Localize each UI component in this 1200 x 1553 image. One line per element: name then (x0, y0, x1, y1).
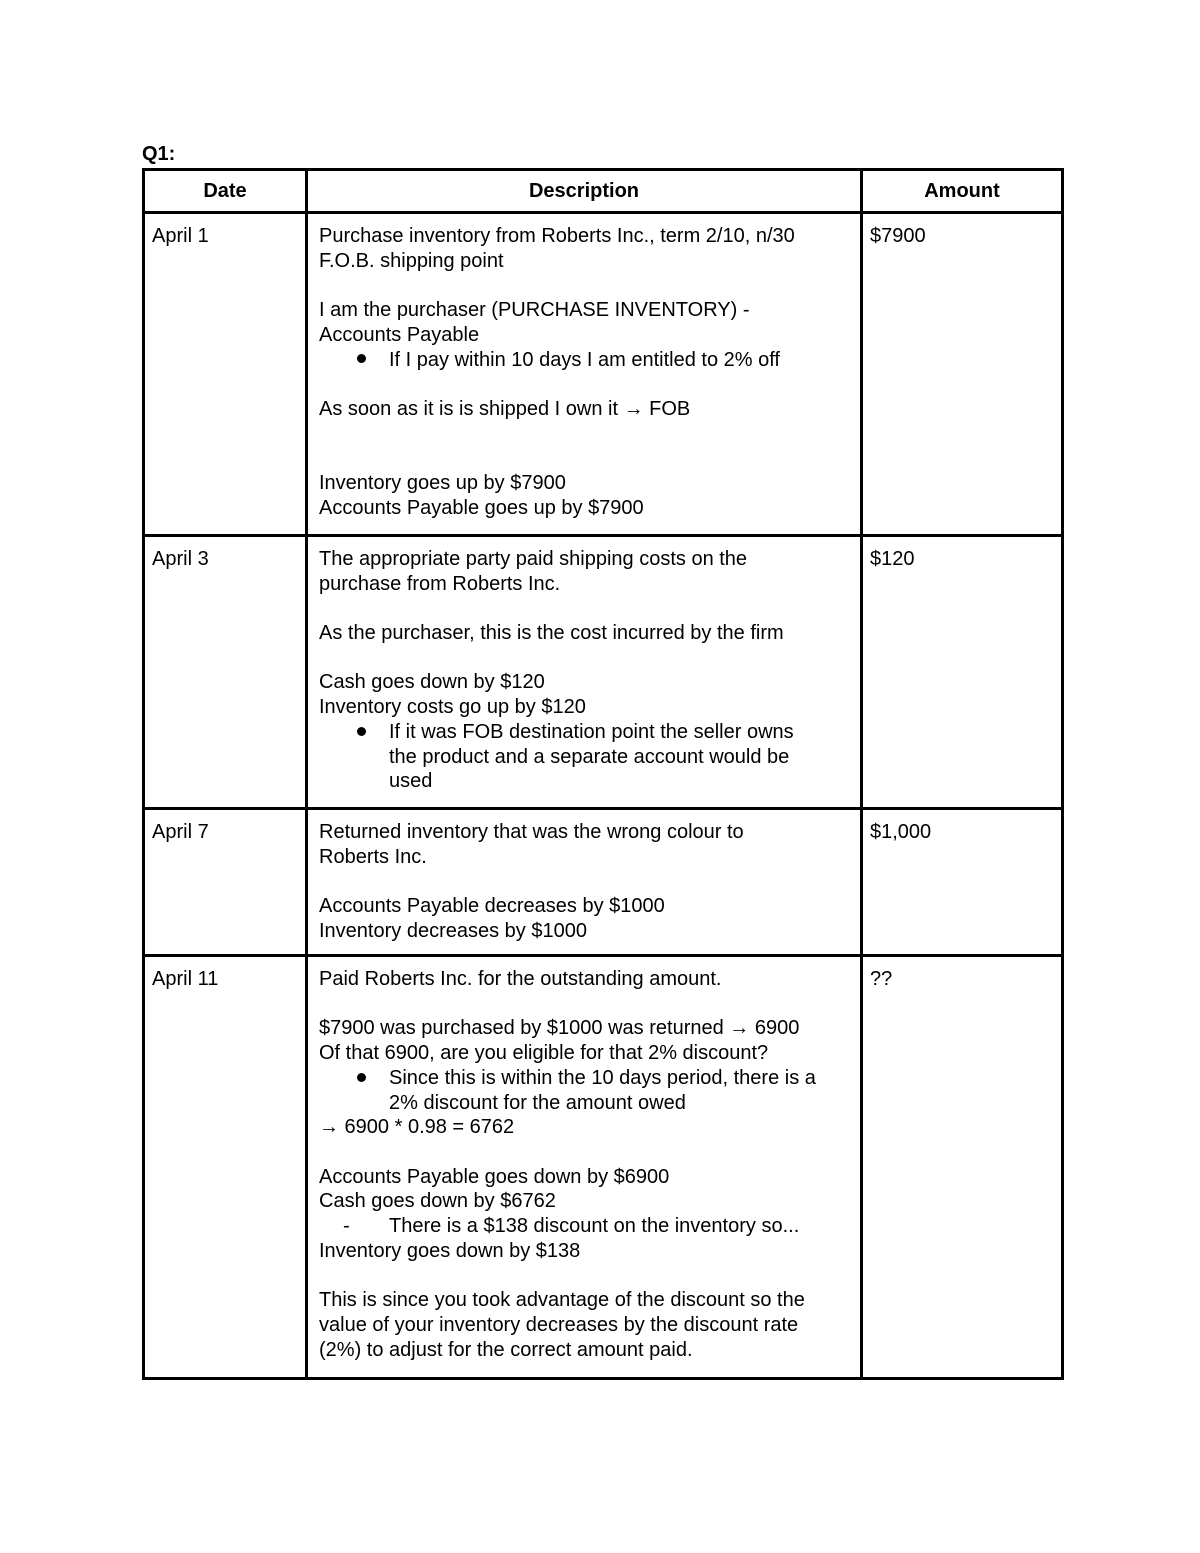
bullet-text: 2% discount for the amount owed (389, 1091, 686, 1114)
blank-line (319, 1140, 852, 1165)
description-cell (307, 213, 862, 536)
bullet-item (319, 1066, 852, 1115)
amount-cell: $7900 (862, 213, 1063, 536)
blank-line (319, 869, 852, 894)
description-line: I am the purchaser (PURCHASE INVENTORY) - (319, 299, 750, 322)
table-row (144, 213, 1063, 536)
bullet-item (319, 348, 852, 373)
transactions-table (142, 168, 1064, 1380)
blank-line (319, 646, 852, 671)
description-cell (307, 956, 862, 1379)
description-line: $7900 was purchased by $1000 was returned → 6900 (319, 1017, 800, 1040)
description-line: Accounts Payable goes down by $6900 (319, 1165, 670, 1188)
dash-mark: - (343, 1215, 350, 1237)
description-line: Accounts Payable (319, 323, 480, 346)
blank-line (319, 273, 852, 298)
date-column-header: Date (144, 170, 307, 213)
question-heading: Q1: (142, 143, 176, 165)
bullet-item (319, 720, 852, 794)
bullet-dot-icon (357, 720, 377, 745)
description-line: As the purchaser, this is the cost incurred by the firm (319, 622, 784, 645)
blank-line (319, 992, 852, 1017)
description-line: Inventory goes up by $7900 (319, 471, 566, 494)
description-line: Cash goes down by $120 (319, 671, 545, 694)
blank-line (319, 596, 852, 621)
description-line: This is since you took advantage of the discount so the (319, 1289, 805, 1312)
description-column-header: Description (307, 170, 862, 213)
description-line: Returned inventory that was the wrong colour to (319, 821, 744, 843)
blank-line (319, 446, 852, 471)
description-line: Accounts Payable decreases by $1000 (319, 895, 665, 918)
date-cell: April 7 (144, 809, 307, 956)
description-line: purchase from Roberts Inc. (319, 572, 561, 595)
description-line: Cash goes down by $6762 (319, 1190, 556, 1213)
date-cell: April 1 (144, 213, 307, 536)
description-cell (307, 536, 862, 809)
table-row (144, 809, 1063, 956)
description-line: Inventory decreases by $1000 (319, 919, 587, 942)
amount-cell: $1,000 (862, 809, 1063, 956)
description-line: Purchase inventory from Roberts Inc., term 2/10, n/30 (319, 225, 795, 247)
bullet-dot-icon (357, 348, 377, 373)
description-cell (307, 809, 862, 956)
description-line: (2%) to adjust for the correct amount paid. (319, 1338, 693, 1361)
blank-line (319, 1263, 852, 1288)
blank-line (319, 372, 852, 397)
table-header-row (144, 170, 1063, 213)
dash-bullet-item (319, 1214, 852, 1239)
description-line: Roberts Inc. (319, 845, 427, 868)
bullet-text: If I pay within 10 days I am entitled to 2% off (389, 348, 780, 371)
bullet-text: There is a $138 discount on the inventory so... (389, 1215, 800, 1237)
bullet-text: If it was FOB destination point the seller owns (389, 720, 794, 743)
blank-line (319, 422, 852, 447)
bullet-dot-icon (357, 1066, 377, 1091)
description-line: value of your inventory decreases by the discount rate (319, 1313, 799, 1336)
date-cell: April 11 (144, 956, 307, 1379)
description-line: Inventory goes down by $138 (319, 1239, 581, 1262)
description-line: The appropriate party paid shipping costs on the (319, 548, 748, 570)
date-cell: April 3 (144, 536, 307, 809)
description-line: Paid Roberts Inc. for the outstanding amount. (319, 968, 722, 990)
table-row (144, 956, 1063, 1379)
bullet-text: the product and a separate account would be (389, 745, 790, 768)
description-line: Of that 6900, are you eligible for that 2% discount? (319, 1042, 769, 1065)
description-line: Accounts Payable goes up by $7900 (319, 496, 644, 519)
description-line: → 6900 * 0.98 = 6762 (319, 1116, 515, 1139)
amount-column-header: Amount (862, 170, 1063, 213)
description-line: Inventory costs go up by $120 (319, 696, 586, 719)
description-line: F.O.B. shipping point (319, 249, 504, 272)
bullet-text: used (389, 770, 433, 793)
description-line: As soon as it is is shipped I own it → FOB (319, 397, 691, 420)
amount-cell: ?? (862, 956, 1063, 1379)
table-row (144, 536, 1063, 809)
bullet-text: Since this is within the 10 days period, there is a (389, 1066, 816, 1089)
amount-cell: $120 (862, 536, 1063, 809)
